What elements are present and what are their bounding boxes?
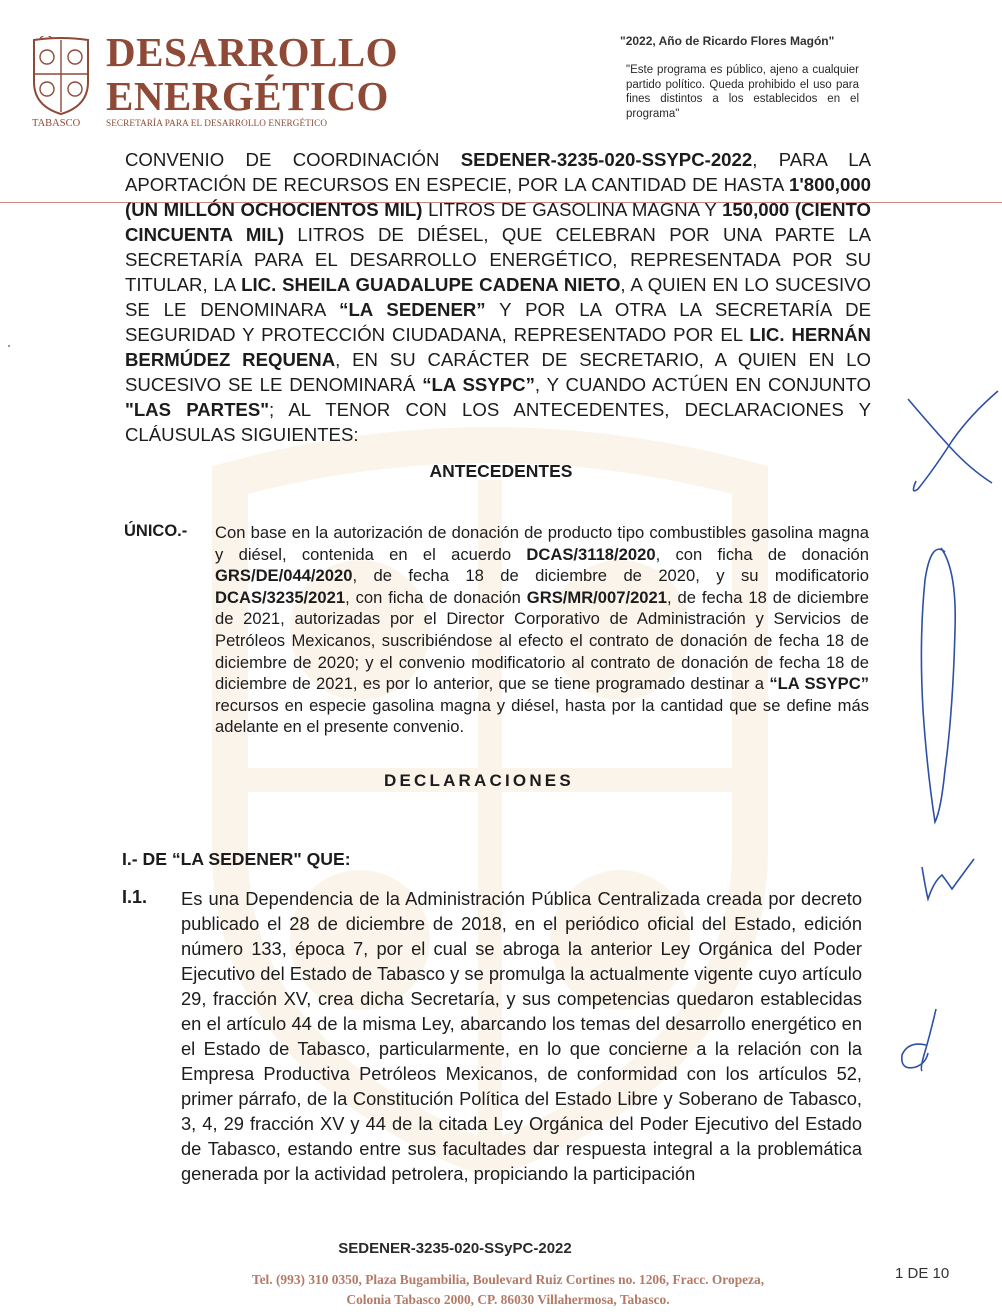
declaraciones-heading: DECLARACIONES (384, 771, 574, 790)
clause-i1-text: Es una Dependencia de la Administración Pública Centralizada creada por decreto publicado el 28 de diciembre de 2018, en el periódico oficial del Estado, edición número 133, época 7, por el cual se abroga la anterior Ley Orgánica del Poder Ejecutivo del Estado de Tabasco y se promulga la actualmente vigente cuyo artículo 29, fracción XV, crea dicha Secretaría, y sus competencias quedaron establecidas en el artículo 44 de la misma Ley, abarcando los temas del desarrollo energético en el Estado de Tabasco, particularmente, en lo que concierne a la relación con la Empresa Productiva Petróleos Mexicanos, de conformidad con los artículos 52, primer párrafo, de la Constitución Política del Estado Libre y Soberano de Tabasco, 3, 4, 29 fracción XV y 44 de la citada Ley Orgánica del Poder Ejecutivo del Estado de Tabasco, estando entre sus facultades dar respuesta integral a la problemática generada por la actividad petrolera, propiciando la participación (181, 888, 862, 1184)
unico-text: , con ficha de donación (655, 544, 870, 564)
parties-alias: "LAS PARTES" (125, 399, 270, 420)
unico-text: , de fecha 18 de diciembre de 2020, y su modificatorio (352, 566, 869, 586)
address-line1: Tel. (993) 310 0350, Plaza Bugambilia, Boulevard Ruiz Cortines no. 1206, Fracc. Oropeza, (251, 1272, 765, 1287)
year-slogan: "2022, Año de Ricardo Flores Magón" (620, 34, 835, 48)
intro-text: CONVENIO DE COORDINACIÓN (125, 149, 461, 170)
address-line2: Colonia Tabasco 2000, CP. 86030 Villahermosa, Tabasco. (346, 1292, 670, 1307)
sedener-alias: “LA SEDENER” (339, 299, 486, 320)
margin-mark (8, 345, 10, 347)
unico-paragraph (215, 522, 869, 738)
intro-paragraph (125, 147, 871, 447)
program-notice: "Este programa es público, ajeno a cualquier partido político. Queda prohibido el uso para fines distintos a los establecidos en el programa" (626, 64, 859, 120)
section-title-sedener: I.- DE “LA SEDENER" QUE: (122, 849, 351, 869)
sedener-representative: LIC. SHEILA GUADALUPE CADENA NIETO (241, 274, 621, 295)
diesel-amount: 150,000 (CIENTO CINCUENTA MIL) (125, 199, 871, 245)
intro-text: , EN SU CARÁCTER DE SECRETARIO, A QUIEN EN LO SUCESIVO SE LE DENOMINARÁ (125, 349, 871, 395)
agreement-ref: DCAS/3118/2020 (526, 544, 656, 564)
unico-text: , de fecha 18 de diciembre de 2021, autorizadas por el Director Corporativo de Administración y Servicios de Petróleos Mexicanos, suscribiéndose al efecto el contrato de donación de fecha 18 de diciembre de 2020; y el convenio modificatorio al contrato de donación de fecha 18 de diciembre de 2021, es por lo anterior, que se tiene programado destinar a (215, 587, 869, 694)
intro-text: Y POR LA OTRA LA SECRETARÍA DE SEGURIDAD Y PROTECCIÓN CIUDADANA, REPRESENTADO POR EL (125, 299, 871, 345)
intro-text: LITROS DE DIÉSEL, QUE CELEBRAN POR UNA PARTE LA SECRETARÍA PARA EL DESARROLLO ENERGÉTICO, REPRESENTADA POR SU TITULAR, LA (125, 224, 871, 295)
footer-address (0, 1270, 1002, 1310)
amendment-ref: DCAS/3235/2021 (215, 587, 346, 607)
logo-state: TABASCO (32, 118, 81, 129)
ssypc-alias: “LA SSYPC” (769, 674, 869, 694)
intro-text: , A QUIEN EN LO SUCESIVO SE LE DENOMINARA (125, 274, 871, 320)
ssypc-alias: “LA SSYPC” (422, 374, 535, 395)
logo-title-line1: DESARROLLO (106, 29, 399, 75)
page-number: 1 DE 10 (895, 1265, 950, 1282)
signature-mark-x (900, 385, 1000, 495)
ssypc-representative: LIC. HERNÁN BERMÚDEZ REQUENA (125, 324, 871, 370)
unico-text: recursos en especie gasolina magna y diésel, hasta por la cantidad que se define más adelante en el presente convenio. (215, 695, 869, 737)
logo-title-line2: ENERGÉTICO (106, 73, 389, 119)
intro-text: LITROS DE GASOLINA MAGNA Y (422, 199, 723, 220)
donation-ref: GRS/DE/044/2020 (215, 566, 353, 586)
document-code: SEDENER-3235-020-SSyPC-2022 (338, 1240, 572, 1257)
signature-mark-n (918, 855, 978, 905)
unico-label: ÚNICO.- (124, 522, 188, 540)
intro-text: , PARA LA APORTACIÓN DE RECURSOS EN ESPECIE, POR LA CANTIDAD DE HASTA (125, 149, 872, 195)
antecedentes-heading: ANTECEDENTES (429, 461, 573, 481)
agreement-code: SEDENER-3235-020-SSYPC-2022 (460, 149, 753, 170)
state-coat-of-arms-icon (30, 36, 92, 116)
unico-text: Con base en la autorización de donación de producto tipo combustibles gasolina magna y diésel, contenida en el acuerdo (215, 523, 869, 564)
logo-subtitle: SECRETARÍA PARA EL DESARROLLO ENERGÉTICO (106, 118, 328, 128)
intro-text: , Y CUANDO ACTÚEN EN CONJUNTO (534, 374, 872, 395)
unico-text: , con ficha de donación (345, 587, 527, 607)
amendment-donation-ref: GRS/MR/007/2021 (526, 587, 667, 607)
intro-text: ; AL TENOR CON LOS ANTECEDENTES, DECLARACIONES Y CLÁUSULAS SIGUIENTES: (125, 399, 871, 445)
signature-mark-loop (905, 540, 965, 830)
signature-mark-d (892, 1005, 952, 1075)
logo-title (106, 30, 398, 118)
clause-i1-label: I.1. (122, 887, 148, 907)
gasoline-amount: 1'800,000 (UN MILLÓN OCHOCIENTOS MIL) (125, 174, 871, 220)
